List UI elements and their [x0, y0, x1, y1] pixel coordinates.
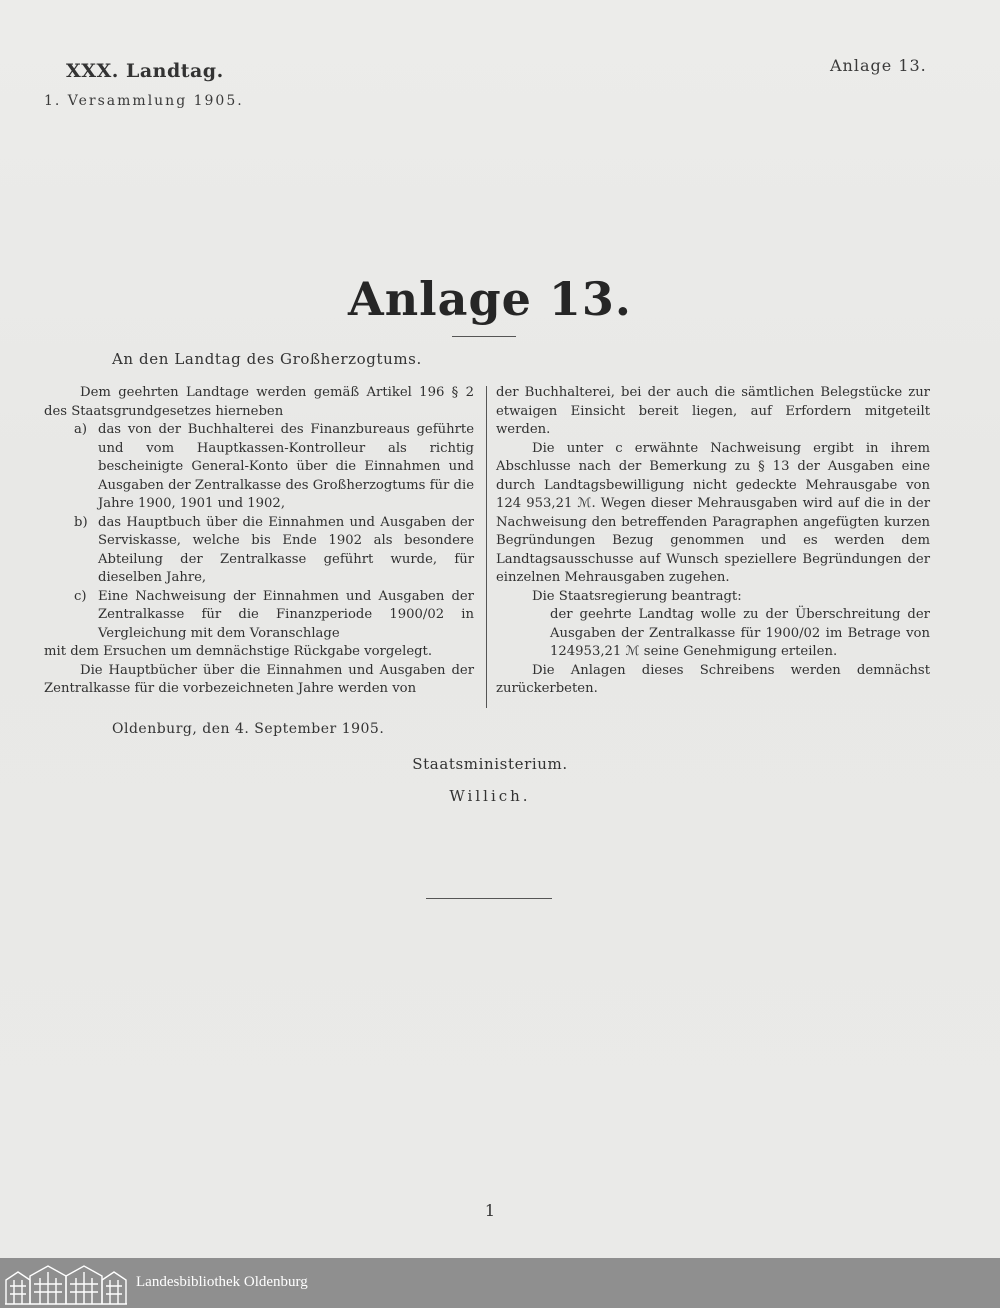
list-item-text: das Hauptbuch über die Einnahmen und Ausgaben der Serviskasse, welche bis Ende 1902 als besondere Abteilung der Zentralkasse geführt wurde, für dieselben Jahre,: [98, 514, 474, 585]
list-item: [44, 421, 474, 514]
page-title: Anlage 13.: [348, 272, 632, 326]
signing-authority: Staatsministerium.: [412, 755, 568, 773]
title-divider: [452, 336, 516, 337]
signatory-name: Willich.: [449, 787, 531, 805]
intro-paragraph: Dem geehrten Landtage werden gemäß Artikel 196 § 2 des Staatsgrundgesetzes hierneben: [44, 385, 474, 419]
statement-paragraph: Die unter c erwähnte Nachweisung ergibt in ihrem Abschlusse nach der Bemerkung zu § 13 der Ausgaben eine durch Landtagsbewilligung nicht gedeckte Mehrausgabe von 124 953,21 ℳ. Wegen dieser Mehrausgaben wird auf die in der Nachweisung den betreffenden Paragraphen angefügten kurzen Begründungen Bezug genommen und es werden dem Landtagsausschusse auf Wunsch speziellere Begründungen der einzelnen Mehrausgaben zugehen.: [496, 440, 930, 585]
ledger-paragraph: Die Hauptbücher über die Einnahmen und Ausgaben der Zentralkasse für die vorbezeichneten Jahre werden von: [44, 662, 474, 696]
after-items-text: mit dem Ersuchen um demnächstige Rückgabe vorgelegt.: [44, 644, 433, 659]
list-item-text: das von der Buchhalterei des Finanzbureaus geführte und vom Hauptkassen-Kontrolleur als richtig bescheinigte General-Konto über die Einnahmen und Ausgaben der Zentralkasse des Großherzogtums für die Jahre 1900, 1901 und 1902,: [98, 422, 474, 511]
session-title: XXX. Landtag.: [66, 60, 224, 82]
right-column: [496, 384, 930, 699]
place-date: Oldenburg, den 4. September 1905.: [112, 721, 385, 737]
motion-text: der geehrte Landtag wolle zu der Überschreitung der Ausgaben der Zentralkasse für 1900/02 im Betrage von 124953,21 ℳ seine Genehmigung erteilen.: [550, 607, 930, 659]
list-item: [44, 588, 474, 644]
list-item: [44, 514, 474, 588]
library-name: Landesbibliothek Oldenburg: [136, 1274, 308, 1290]
page-number: 1: [484, 1201, 496, 1220]
salutation: An den Landtag des Großherzogtums.: [112, 350, 422, 368]
motion-intro: Die Staatsregierung beantragt:: [532, 588, 742, 604]
column-divider: [486, 386, 487, 708]
annex-label: Anlage 13.: [830, 56, 927, 75]
continuation-paragraph: der Buchhalterei, bei der auch die sämtlichen Belegstücke zur etwaigen Einsicht bereit liegen, auf Erfordern mitgeteilt werden.: [496, 385, 930, 437]
library-building-icon: [4, 1260, 128, 1306]
list-item-label: c): [74, 588, 87, 604]
left-column: [44, 384, 474, 699]
list-item-label: a): [74, 422, 88, 437]
end-divider: [426, 898, 552, 899]
list-item-text: Eine Nachweisung der Einnahmen und Ausgaben der Zentralkasse für die Finanzperiode 1900/02 in Vergleichung mit dem Voranschlage: [98, 588, 474, 641]
return-request: Die Anlagen dieses Schreibens werden demnächst zurückerbeten.: [496, 662, 930, 696]
list-item-label: b): [74, 514, 88, 530]
session-subtitle: 1. Versammlung 1905.: [44, 93, 244, 109]
